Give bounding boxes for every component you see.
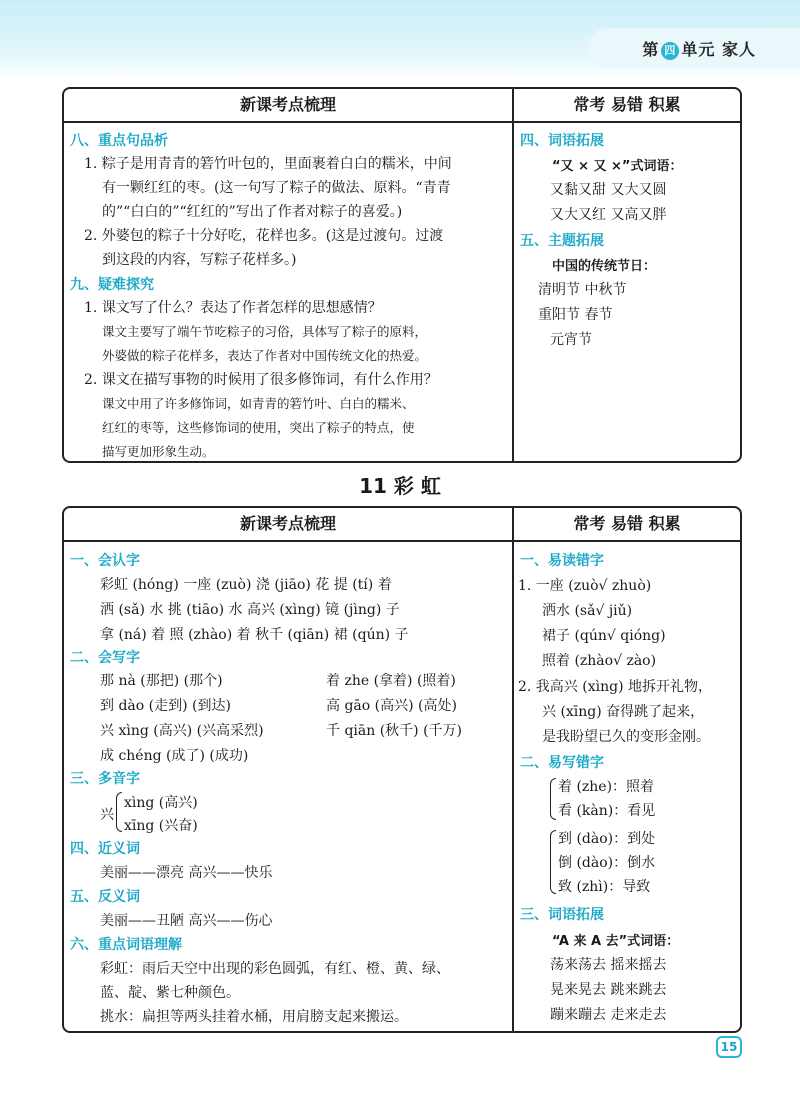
char-line: 那 nà (那把) (那个) [100,673,223,689]
text-line: 彩虹：雨后天空中出现的彩色圆弧，有红、橙、黄、绿、 [100,961,450,977]
word-list: 蹦来蹦去 走来走去 [550,1007,667,1023]
text-line: 的”“白白的”“红红的”写出了作者对粽子的喜爱。) [102,204,403,220]
lesson-title: 11 彩 虹 [359,474,441,498]
answer-line: 外婆做的粽子花样多，表达了作者对中国传统文化的热爱。 [102,348,428,363]
section-heading: 三、多音字 [70,771,140,787]
review-box-2 [62,506,742,1033]
section-heading: 一、会认字 [70,553,140,569]
section-heading: 五、反义词 [70,889,140,905]
text-line: 到这段的内容，写粽子花样多。) [102,252,297,268]
text-line: 裙子 (qún√ qióng) [542,628,666,644]
pinyin-line: 拿 (ná) 着 照 (zhào) 着 秋千 (qiān) 裙 (qún) 子 [100,627,409,643]
section-heading: 六、重点词语理解 [70,937,182,953]
box2-left-title: 新课考点梳理 [64,508,514,542]
pinyin-line: 洒 (sǎ) 水 挑 (tiāo) 水 高兴 (xìng) 镜 (jìng) 子 [100,602,400,618]
sub-heading: 中国的传统节日： [552,259,657,274]
word-list: 清明节 中秋节 [538,282,627,298]
text-line: 照着 (zhào√ zào) [542,653,657,669]
word-list: 元宵节 [550,332,592,348]
char-line: 高 gāo (高兴) (高处) [326,698,457,714]
unit-label: 第 四 单元 家人 [642,40,756,59]
text-line: 蓝、靛、紫七种颜色。 [100,985,240,1001]
answer-line: 红红的枣等，这些修饰词的使用，突出了粽子的特点，使 [102,420,415,435]
section-heading: 二、易写错字 [520,755,604,771]
section-heading: 三、词语拓展 [520,907,604,923]
section-heading: 五、主题拓展 [520,233,604,249]
section-heading: 一、易读错字 [520,553,604,569]
text-line: 倒 (dào)：倒水 [558,855,656,871]
word-list: 晃来晃去 跳来跳去 [550,982,667,998]
text-line: 洒水 (sǎ√ jiǔ) [542,603,633,619]
char-line: 到 dào (走到) (到达) [100,698,231,714]
unit-number: 四 [661,42,679,60]
char-line: 千 qiān (秋千) (千万) [326,723,463,739]
brace-icon [116,792,122,832]
word-list: 又大又红 又高又胖 [550,207,667,223]
word-pair: 美丽——丑陋 高兴——伤心 [100,913,273,929]
text-line: 2. 我高兴 (xìng) 地拆开礼物， [518,679,712,695]
char-line: 着 zhe (拿着) (照着) [326,673,456,689]
review-box-1 [62,87,742,463]
section-heading: 八、重点句品析 [70,133,168,149]
box2-right-title: 常考 易错 积累 [514,508,740,542]
text-line: 2. 课文在描写事物的时候用了很多修饰词，有什么作用？ [84,372,438,388]
word-list: 重阳节 春节 [538,307,613,323]
section-heading: 二、会写字 [70,650,140,666]
text-line: 有一颗红红的枣。(这一句写了粽子的做法、原料。“青青 [102,180,451,196]
text-line: 1. 一座 (zuò√ zhuò) [518,578,652,594]
text-line: 2. 外婆包的粽子十分好吃，花样也多。(这是过渡句。过渡 [84,228,444,244]
text-line: 到 (dào)：到处 [558,831,656,847]
sub-heading: “A 来 A 去”式词语： [552,934,680,949]
box1-left-title: 新课考点梳理 [64,89,514,123]
char-line: 兴 xìng (高兴) (兴高采烈) [100,723,264,739]
section-heading: 九、疑难探究 [70,277,154,293]
page-number: 15 [716,1036,742,1058]
reading-line: xìng (高兴) [124,795,198,811]
reading-line: xīng (兴奋) [124,818,198,834]
section-heading: 四、词语拓展 [520,133,604,149]
text-line: 致 (zhì)：导致 [558,879,651,895]
word-list: 又黏又甜 又大又圆 [550,182,667,198]
polyphone-char: 兴 [100,807,114,823]
text-line: 1. 粽子是用青青的箬竹叶包的，里面裹着白白的糯米，中间 [84,156,452,172]
text-line: 1. 课文写了什么？表达了作者怎样的思想感情？ [84,300,382,316]
sub-heading: “又 × 又 ×”式词语： [552,159,683,174]
answer-line: 课文主要写了端午节吃粽子的习俗，具体写了粽子的原料， [102,324,428,339]
word-list: 荡来荡去 摇来摇去 [550,957,667,973]
text-line: 是我盼望已久的变形金刚。 [542,729,710,745]
text-line: 兴 (xīng) 奋得跳了起来， [542,704,705,720]
text-line: 看 (kàn)：看见 [558,803,656,819]
answer-line: 课文中用了许多修饰词，如青青的箬竹叶、白白的糯米、 [102,396,415,411]
answer-line: 描写更加形象生动。 [102,444,215,459]
char-line: 成 chéng (成了) (成功) [100,748,249,764]
word-pair: 美丽——漂亮 高兴——快乐 [100,865,273,881]
brace-icon [550,778,556,820]
brace-icon [550,830,556,894]
pinyin-line: 彩虹 (hóng) 一座 (zuò) 浇 (jiāo) 花 提 (tí) 着 [100,577,392,593]
text-line: 挑水：扁担等两头挂着水桶，用肩膀支起来搬运。 [100,1009,408,1025]
text-line: 着 (zhe)：照着 [558,779,655,795]
section-heading: 四、近义词 [70,841,140,857]
box1-right-title: 常考 易错 积累 [514,89,740,123]
